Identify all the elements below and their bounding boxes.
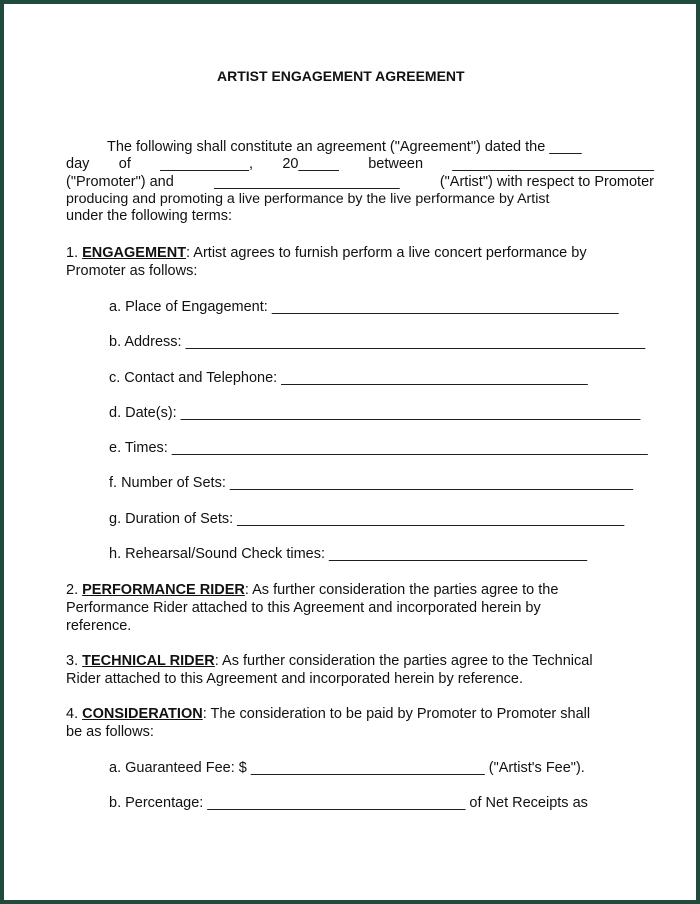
- intro-blank-party: _________________________: [452, 156, 654, 172]
- section-4-text-a: : The consideration to be paid by Promoter to Promoter shall: [202, 706, 591, 722]
- intro-line-3: [66, 173, 654, 191]
- section-2-number: 2.: [66, 582, 79, 598]
- intro-line-4: producing and promoting a live performance by the live performance by Artist: [66, 191, 550, 207]
- item-times: e. Times: ___________________________________________________________: [109, 440, 648, 456]
- section-3-number: 3.: [66, 653, 79, 669]
- document-page: [4, 4, 696, 900]
- intro-line-1: The following shall constitute an agreement ("Agreement") dated the ____: [107, 139, 582, 155]
- intro-line-2: [66, 155, 654, 173]
- section-1-line-1: [66, 244, 654, 262]
- section-2-heading: PERFORMANCE RIDER: [82, 582, 245, 598]
- section-3-text-a: : As further consideration the parties agree to the Technical: [214, 653, 593, 669]
- intro-word-day: day: [66, 156, 90, 172]
- section-4-line-1: [66, 705, 590, 723]
- intro-blank-date: ___________,: [160, 156, 253, 172]
- intro-blank-artist: _______________________: [214, 174, 400, 190]
- section-2-text-a: : As further consideration the parties agree to the: [244, 582, 559, 598]
- intro-artist: ("Artist") with respect to Promoter: [439, 174, 654, 190]
- item-duration-of-sets: g. Duration of Sets: ________________________________________________: [109, 511, 625, 527]
- section-4-number: 4.: [66, 706, 79, 722]
- document-title: ARTIST ENGAGEMENT AGREEMENT: [217, 68, 465, 84]
- section-3-line-2: Rider attached to this Agreement and incorporated herein by reference.: [66, 671, 524, 687]
- intro-line-5: under the following terms:: [66, 208, 233, 224]
- item-number-of-sets: f. Number of Sets: __________________________________________________: [109, 475, 634, 491]
- section-1-line-2: Promoter as follows:: [66, 263, 198, 279]
- section-1-number: 1.: [66, 245, 79, 261]
- section-1-heading: ENGAGEMENT: [82, 245, 187, 261]
- intro-word-between: between: [368, 156, 424, 172]
- item-dates: d. Date(s): _________________________________________________________: [109, 405, 641, 421]
- section-2-line-1: [66, 581, 558, 599]
- item-place-of-engagement: a. Place of Engagement: ___________________________________________: [109, 299, 619, 315]
- item-percentage: b. Percentage: ________________________________ of Net Receipts as: [109, 795, 588, 811]
- section-4-line-2: be as follows:: [66, 724, 154, 740]
- item-contact-telephone: c. Contact and Telephone: ______________________________________: [109, 370, 588, 386]
- section-4-heading: CONSIDERATION: [82, 706, 203, 722]
- intro-blank-year: 20_____: [282, 156, 339, 172]
- item-address: b. Address: _________________________________________________________: [109, 334, 646, 350]
- section-1-text-a: : Artist agrees to furnish perform a live concert performance by: [186, 245, 587, 261]
- section-2-line-2: Performance Rider attached to this Agreement and incorporated herein by: [66, 600, 541, 616]
- section-2-line-3: reference.: [66, 618, 132, 634]
- section-3-line-1: [66, 652, 593, 670]
- item-rehearsal-times: h. Rehearsal/Sound Check times: ________________________________: [109, 546, 588, 562]
- section-3-heading: TECHNICAL RIDER: [82, 653, 215, 669]
- intro-promoter: ("Promoter") and: [66, 174, 174, 190]
- item-guaranteed-fee: a. Guaranteed Fee: $ _____________________________ ("Artist's Fee").: [109, 760, 585, 776]
- intro-word-of: of: [118, 156, 131, 172]
